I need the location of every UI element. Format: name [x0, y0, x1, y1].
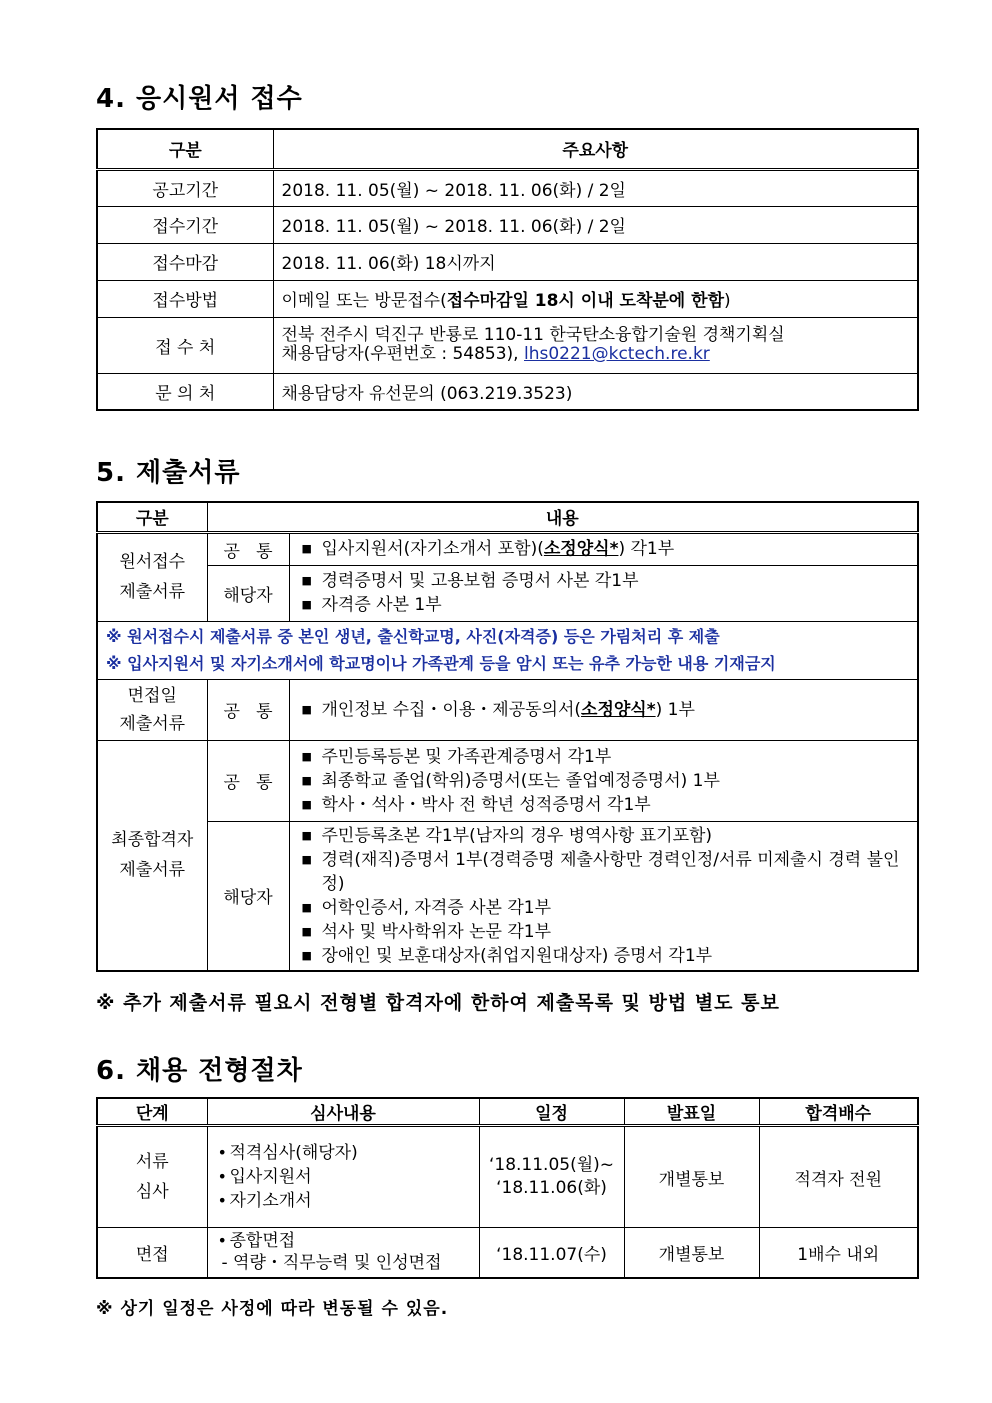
row-value	[289, 679, 918, 740]
list-item: • 입사지원서	[216, 1165, 471, 1189]
announce-cell: 개별통보	[624, 1228, 759, 1278]
notice-cell	[97, 621, 918, 679]
col-header-announce: 발표일	[624, 1098, 759, 1126]
sub-label: 공 통	[207, 740, 289, 821]
col-header-date: 일정	[479, 1098, 624, 1126]
method-text: 이메일 또는 방문접수(	[281, 291, 447, 311]
table-row	[97, 532, 918, 565]
col-header-stage: 단계	[97, 1098, 207, 1126]
table-row	[97, 1228, 918, 1278]
row-label: 접 수 처	[97, 317, 273, 373]
address-line: 전북 전주시 덕진구 반룡로 110-11 한국탄소융합기술원 경책기획실	[281, 325, 785, 345]
content-cell	[207, 1228, 479, 1278]
item-text: 입사지원서(자기소개서 포함)(	[321, 539, 544, 559]
row-value	[289, 565, 918, 621]
row-label: 문 의 처	[97, 373, 273, 410]
list-item: • 적격심사(해당자)	[216, 1141, 471, 1165]
section-5-title: 5. 제출서류	[96, 458, 241, 488]
group-label: 면접일 제출서류	[97, 679, 207, 740]
row-value	[273, 317, 918, 373]
item-text-end: ) 1부	[655, 699, 695, 720]
list-item: ■ 주민등록등본 및 가족관계증명서 각1부	[298, 745, 910, 769]
table-row	[97, 169, 918, 206]
ratio-cell: 1배수 내외	[759, 1228, 918, 1278]
table-row	[97, 821, 918, 971]
list-item: ■ 최종학교 졸업(학위)증명서(또는 졸업예정증명서) 1부	[298, 769, 910, 793]
item-text: 개인정보 수집・이용・제공동의서(	[321, 699, 582, 720]
col-header-details: 주요사항	[273, 129, 918, 169]
date-cell: ‘18.11.07(수)	[479, 1228, 624, 1278]
row-value	[289, 821, 918, 971]
list-item: • 자기소개서	[216, 1189, 471, 1213]
documents-footnote: ※ 추가 제출서류 필요시 전형별 합격자에 한하여 제출목록 및 방법 별도 통보	[96, 992, 780, 1014]
notice-line: ※ 입사지원서 및 자기소개서에 학교명이나 가족관계 등을 암시 또는 유추 가능한 내용 기재금지	[106, 654, 776, 673]
list-item: ■ 주민등록초본 각1부(남자의 경우 병역사항 표기포함)	[298, 824, 910, 848]
row-label: 공고기간	[97, 169, 273, 206]
row-value	[289, 740, 918, 821]
content-subline: - 역량・직무능력 및 인성면접	[221, 1253, 442, 1274]
list-item: ■ 경력증명서 및 고용보험 증명서 사본 각1부	[298, 569, 910, 593]
ratio-cell: 적격자 전원	[759, 1126, 918, 1228]
table-row	[97, 206, 918, 243]
table-row	[97, 1126, 918, 1228]
col-header-ratio: 합격배수	[759, 1098, 918, 1126]
col-header-category: 구분	[97, 129, 273, 169]
row-label: 접수기간	[97, 206, 273, 243]
col-header-category: 구분	[97, 502, 207, 532]
list-item	[298, 698, 910, 722]
selection-table	[96, 1097, 919, 1279]
schedule-footnote: ※ 상기 일정은 사정에 따라 변동될 수 있음.	[96, 1299, 449, 1319]
method-emphasis: 접수마감일 18시 이내 도착분에 한함	[446, 291, 724, 311]
form-note: 소정양식*	[581, 699, 656, 720]
row-label: 접수방법	[97, 280, 273, 317]
row-value: 채용담당자 유선문의 (063.219.3523)	[273, 373, 918, 410]
notice-row	[97, 621, 918, 679]
table-row	[97, 243, 918, 280]
email-link[interactable]: lhs0221@kctech.re.kr	[524, 344, 710, 364]
row-value	[289, 532, 918, 565]
row-value: 2018. 11. 05(월) ~ 2018. 11. 06(화) / 2일	[273, 169, 918, 206]
list-item: ■ 자격증 사본 1부	[298, 593, 910, 617]
sub-label: 공 통	[207, 679, 289, 740]
row-label: 접수마감	[97, 243, 273, 280]
table-row	[97, 679, 918, 740]
method-text-end: )	[724, 291, 731, 311]
stage-cell: 면접	[97, 1228, 207, 1278]
documents-table	[96, 501, 919, 972]
list-item: ■ 석사 및 박사학위자 논문 각1부	[298, 920, 910, 944]
group-label: 원서접수 제출서류	[97, 532, 207, 621]
list-item: ■ 장애인 및 보훈대상자(취업지원대상자) 증명서 각1부	[298, 944, 910, 968]
form-note: 소정양식*	[543, 539, 619, 559]
stage-cell: 서류 심사	[97, 1126, 207, 1228]
group-label: 최종합격자 제출서류	[97, 740, 207, 971]
sub-label: 해당자	[207, 565, 289, 621]
row-value: 2018. 11. 06(화) 18시까지	[273, 243, 918, 280]
date-cell: ‘18.11.05(월)~ ‘18.11.06(화)	[479, 1126, 624, 1228]
announce-cell: 개별통보	[624, 1126, 759, 1228]
list-item: • 종합면접	[216, 1230, 471, 1252]
list-item: ■ 학사・석사・박사 전 학년 성적증명서 각1부	[298, 793, 910, 817]
list-item: ■ 어학인증서, 자격증 사본 각1부	[298, 896, 910, 920]
table-row	[97, 373, 918, 410]
item-text-end: ) 각1부	[618, 539, 675, 559]
list-item: ■ 경력(재직)증명서 1부(경력증명 제출사항만 경력인정/서류 미제출시 경력 불인정)	[298, 848, 910, 896]
section-4-title: 4. 응시원서 접수	[96, 84, 303, 114]
list-item	[298, 537, 910, 561]
section-6-title: 6. 채용 전형절차	[96, 1056, 303, 1086]
row-value	[273, 280, 918, 317]
col-header-content: 심사내용	[207, 1098, 479, 1126]
table-row	[97, 317, 918, 373]
sub-label: 공 통	[207, 532, 289, 565]
address-contact: 채용담당자(우편번호 : 54853),	[281, 344, 524, 364]
notice-line: ※ 원서접수시 제출서류 중 본인 생년, 출신학교명, 사진(자격증) 등은 가림처리 후 제출	[106, 627, 720, 646]
sub-label: 해당자	[207, 821, 289, 971]
row-value: 2018. 11. 05(월) ~ 2018. 11. 06(화) / 2일	[273, 206, 918, 243]
table-row	[97, 280, 918, 317]
application-table	[96, 128, 919, 411]
col-header-content: 내용	[207, 502, 918, 532]
table-row	[97, 740, 918, 821]
table-row	[97, 565, 918, 621]
content-cell	[207, 1126, 479, 1228]
